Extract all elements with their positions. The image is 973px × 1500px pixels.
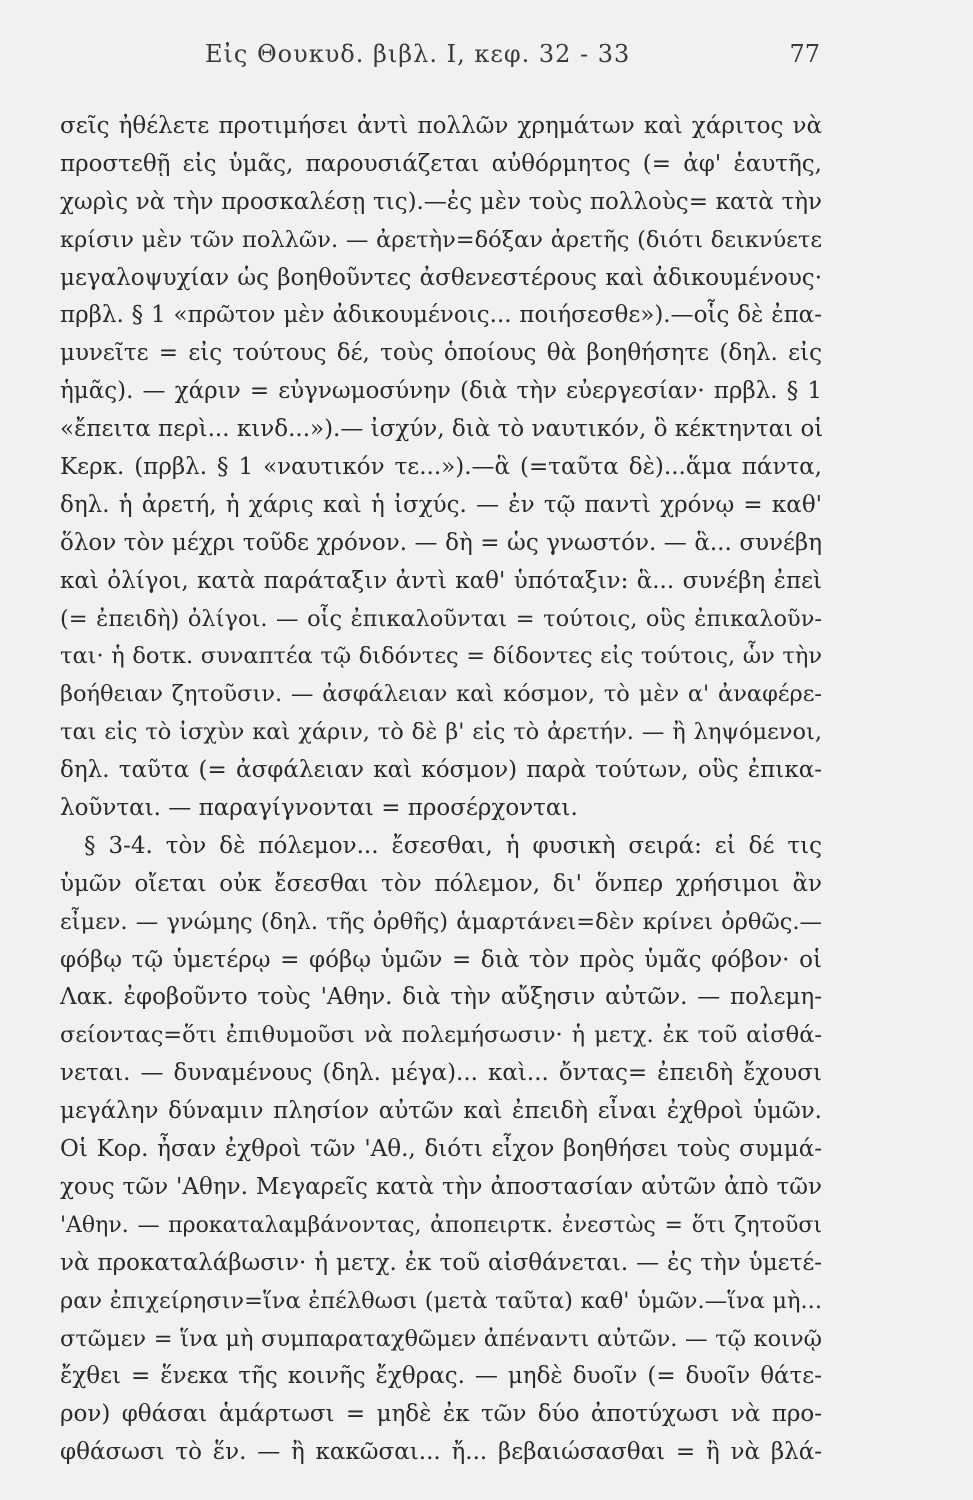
- running-title: Εἰς Θουκυδ. βιβλ. Ι, κεφ. 32 - 33: [205, 40, 631, 68]
- text-line: Οἱ Κορ. ἦσαν ἐχθροὶ τῶν 'Αθ., διότι εἶχον βοηθήσει τοὺς συμμά-: [60, 1136, 822, 1163]
- text-line: ἔχθει = ἕνεκα τῆς κοινῆς ἔχθρας. — μηδὲ δυοῖν (= δυοῖν θάτε-: [60, 1363, 822, 1390]
- page-number: 77: [789, 40, 820, 68]
- text-line: νεται. — δυναμένους (δηλ. μέγα)... καὶ... ὄντας= ἐπειδὴ ἔχουσι: [60, 1060, 822, 1087]
- text-line: μεγαλοψυχίαν ὡς βοηθοῦντες ἀσθενεστέρους καὶ ἀδικουμένους·: [60, 264, 822, 291]
- text-line: ται· ἡ δοτκ. συναπτέα τῷ διδόντες = δίδοντες εἰς τούτοις, ὧν τὴν: [60, 643, 822, 670]
- text-line: δηλ. ἡ ἀρετή, ἡ χάρις καὶ ἡ ἰσχύς. — ἐν τῷ παντὶ χρόνῳ = καθ': [60, 491, 822, 518]
- running-head: [60, 40, 820, 76]
- text-line: μεγάλην δύναμιν πλησίον αὐτῶν καὶ ἐπειδὴ εἶναι ἐχθροὶ ὑμῶν.: [60, 1098, 822, 1125]
- text-line: εἶμεν. — γνώμης (δηλ. τῆς ὀρθῆς) ἁμαρτάνει=δὲν κρίνει ὀρθῶς.—: [60, 908, 822, 935]
- text-line: (= ἐπειδὴ) ὀλίγοι. — οἷς ἐπικαλοῦνται = τούτοις, οὓς ἐπικαλοῦν-: [60, 605, 822, 632]
- text-line: Κερκ. (πρβλ. § 1 «ναυτικόν τε...»).—ἃ (=ταῦτα δὲ)...ἅμα πάντα,: [60, 454, 822, 481]
- text-line: λοῦνται. — παραγίγνονται = προσέρχονται.: [60, 795, 578, 822]
- text-line: προστεθῇ εἰς ὑμᾶς, παρουσιάζεται αὐθόρμητος (= ἀφ' ἑαυτῆς,: [60, 150, 822, 177]
- text-line: ται εἰς τὸ ἰσχὺν καὶ χάριν, τὸ δὲ β' εἰς τὸ ἀρετήν. — ἢ ληψόμενοι,: [60, 719, 822, 746]
- text-line: στῶμεν = ἵνα μὴ συμπαραταχθῶμεν ἀπέναντι αὐτῶν. — τῷ κοινῷ: [60, 1325, 822, 1352]
- text-line: φθάσωσι τὸ ἕν. — ἢ κακῶσαι... ἤ... βεβαιώσασθαι = ἢ νὰ βλά-: [60, 1439, 822, 1466]
- text-line: φόβῳ τῷ ὑμετέρῳ = φόβῳ ὑμῶν = διὰ τὸν πρὸς ὑμᾶς φόβον· οἱ: [60, 946, 822, 973]
- text-line: ραν ἐπιχείρησιν=ἵνα ἐπέλθωσι (μετὰ ταῦτα) καθ' ὑμῶν.—ἵνα μὴ...: [60, 1287, 822, 1314]
- text-line: «ἔπειτα περὶ... κινδ...»).— ἰσχύν, διὰ τὸ ναυτικόν, ὃ κέκτηνται οἱ: [60, 416, 824, 443]
- text-line: σείοντας=ὅτι ἐπιθυμοῦσι νὰ πολεμήσωσιν· ἡ μετχ. ἐκ τοῦ αἰσθά-: [60, 1022, 822, 1049]
- text-line: χωρὶς νὰ τὴν προσκαλέσῃ τις).—ἐς μὲν τοὺς πολλοὺς= κατὰ τὴν: [60, 188, 822, 215]
- text-line: ὅλον τὸν μέχρι τοῦδε χρόνον. — δὴ = ὡς γνωστόν. — ἃ... συνέβη: [60, 529, 822, 556]
- text-line: ρον) φθάσαι ἁμάρτωσι = μηδὲ ἐκ τῶν δύο ἀποτύχωσι νὰ προ-: [60, 1401, 822, 1428]
- text-line: βοήθειαν ζητοῦσιν. — ἀσφάλειαν καὶ κόσμον, τὸ μὲν α' ἀναφέρε-: [60, 681, 822, 708]
- text-line: σεῖς ἠθέλετε προτιμήσει ἀντὶ πολλῶν χρημάτων καὶ χάριτος νὰ: [60, 113, 822, 139]
- paragraph-start-line: § 3-4. τὸν δὲ πόλεμον... ἔσεσθαι, ἡ φυσικὴ σειρά: εἰ δέ τις: [84, 832, 822, 859]
- text-line: ἡμᾶς). — χάριν = εὐγνωμοσύνην (διὰ τὴν εὐεργεσίαν· πρβλ. § 1: [60, 378, 822, 405]
- text-line: πρβλ. § 1 «πρῶτον μὲν ἀδικουμένοις... ποιήσεσθε»).—οἷς δὲ ἐπα-: [60, 302, 822, 329]
- text-line: ὑμῶν οἴεται οὐκ ἔσεσθαι τὸν πόλεμον, δι' ὅνπερ χρήσιμοι ἂν: [60, 870, 822, 897]
- text-line: καὶ ὀλίγοι, κατὰ παράταξιν ἀντὶ καθ' ὑπόταξιν: ἃ... συνέβη ἐπεὶ: [60, 567, 822, 594]
- text-line: δηλ. ταῦτα (= ἀσφάλειαν καὶ κόσμον) παρὰ τούτων, οὓς ἐπικα-: [60, 757, 822, 784]
- text-line: κρίσιν μὲν τῶν πολλῶν. — ἀρετὴν=δόξαν ἀρετῆς (διότι δεικνύετε: [60, 226, 822, 253]
- text-line: 'Αθην. — προκαταλαμβάνοντας, ἀποπειρτκ. ἐνεστὼς = ὅτι ζητοῦσι: [60, 1212, 822, 1238]
- text-line: μυνεῖτε = εἰς τούτους δέ, τοὺς ὁποίους θὰ βοηθήσητε (δηλ. εἰς: [60, 340, 822, 367]
- text-line: Λακ. ἐφοβοῦντο τοὺς 'Αθην. διὰ τὴν αὔξησιν αὐτῶν. — πολεμη-: [60, 984, 822, 1011]
- text-line: χους τῶν 'Αθην. Μεγαρεῖς κατὰ τὴν ἀποστασίαν αὐτῶν ἀπὸ τῶν: [60, 1173, 822, 1200]
- commentary-text: [60, 108, 822, 1472]
- text-line: νὰ προκαταλάβωσιν· ἡ μετχ. ἐκ τοῦ αἰσθάνεται. — ἐς τὴν ὑμετέ-: [60, 1249, 822, 1276]
